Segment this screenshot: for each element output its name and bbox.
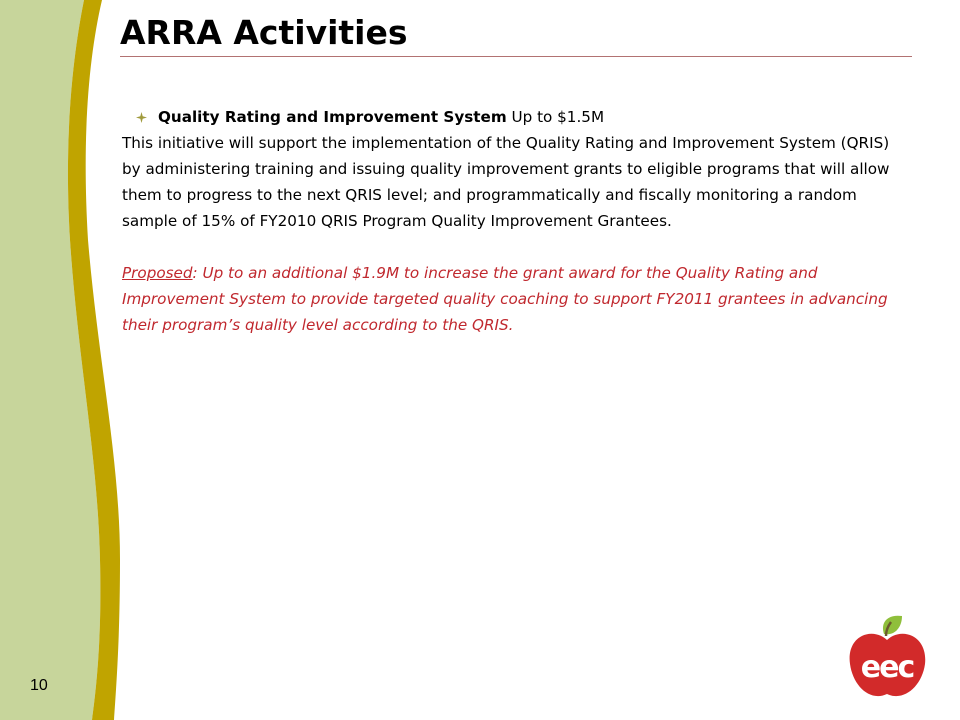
side-decoration xyxy=(0,0,140,720)
logo-text: eec xyxy=(860,650,914,685)
bullet-amount: Up to $1.5M xyxy=(506,108,605,126)
initiative-description: This initiative will support the implementation of the Quality Rating and Improvement System (QRIS) by administering training and issuing quality improvement grants to eligible programs that will allow them to progress to the next QRIS level; and programmatically and fiscally monitoring a random sample of 15% of FY2010 QRIS Program Quality Improvement Grantees. xyxy=(122,134,890,230)
page-number: 10 xyxy=(30,677,48,694)
bullet-heading: Quality Rating and Improvement System xyxy=(158,108,507,126)
diamond-bullet-icon xyxy=(136,112,147,123)
bullet-item xyxy=(122,104,912,130)
eec-apple-logo-icon xyxy=(842,612,932,702)
slide-title: ARRA Activities xyxy=(120,13,408,52)
proposal-text: : Up to an additional $1.9M to increase the grant award for the Quality Rating and Improvement System to provide targeted quality coaching to support FY2011 grantees in advancing their program’s quality level according to the QRIS. xyxy=(122,264,888,334)
title-divider xyxy=(120,56,912,57)
slide-content xyxy=(122,104,912,338)
proposal-paragraph xyxy=(122,260,912,338)
proposal-label: Proposed xyxy=(122,264,193,282)
